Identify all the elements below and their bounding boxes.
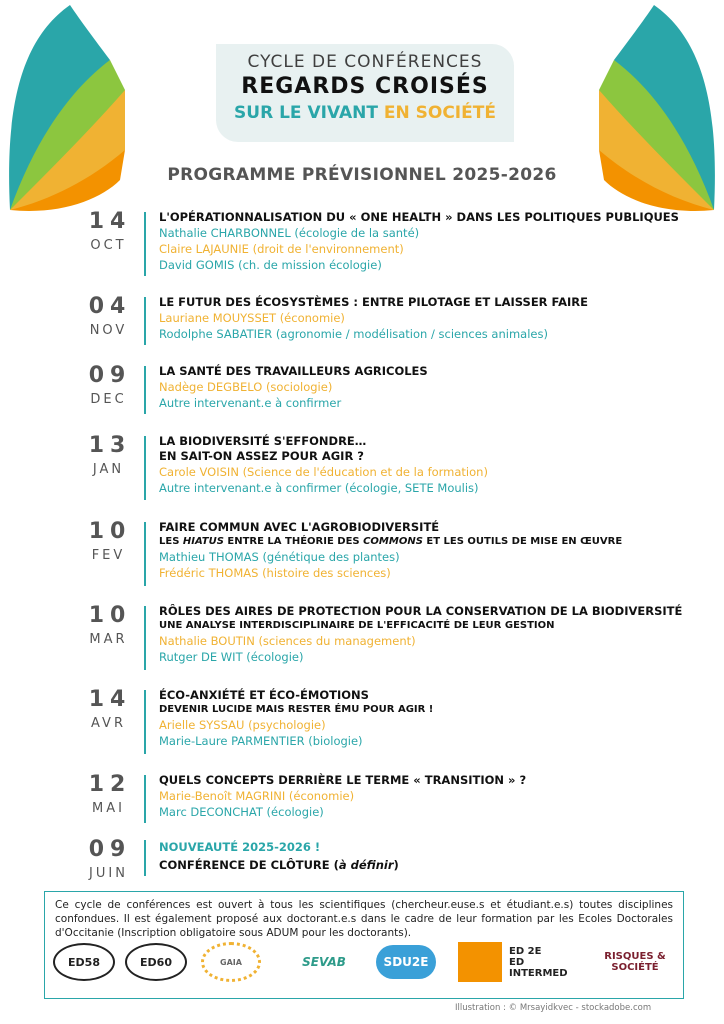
event-day: 10 xyxy=(88,519,132,544)
closing-conference xyxy=(159,858,719,873)
cycle-title-vivant: SUR LE VIVANT xyxy=(234,103,378,123)
speaker: David GOMIS (ch. de mission écologie) xyxy=(159,258,382,272)
speaker: Nathalie BOUTIN (sciences du management) xyxy=(159,634,416,648)
event-title: LE FUTUR DES ÉCOSYSTÈMES : ENTRE PILOTAGE ET LAISSER FAIRE xyxy=(159,295,588,309)
event-body xyxy=(159,295,719,342)
logo-intermed-text: ED INTERMED xyxy=(509,956,568,979)
logo-gaia xyxy=(201,942,261,982)
event-divider xyxy=(144,606,146,670)
event-month: OCT xyxy=(90,238,127,253)
event-date xyxy=(80,295,134,338)
event-title: FAIRE COMMUN AVEC L'AGROBIODIVERSITÉ xyxy=(159,520,440,534)
event-date xyxy=(80,434,134,477)
event-month: FEV xyxy=(91,548,126,563)
speaker: Marc DECONCHAT (écologie) xyxy=(159,805,324,819)
event-body xyxy=(159,688,719,749)
cycle-title-line1: CYCLE DE CONFÉRENCES xyxy=(247,52,483,72)
event-divider xyxy=(144,775,146,823)
event-day: 09 xyxy=(88,837,132,862)
closing-part: CONFÉRENCE DE CLÔTURE ( xyxy=(159,858,339,872)
logo-upvd xyxy=(455,942,505,982)
event-title: LA SANTÉ DES TRAVAILLEURS AGRICOLES xyxy=(159,364,428,378)
event-month: AVR xyxy=(91,716,126,731)
event-divider xyxy=(144,212,146,276)
logo-sevab: SEVAB xyxy=(302,955,346,969)
event-divider xyxy=(144,690,146,754)
event-month: NOV xyxy=(89,323,128,338)
logo-ed58 xyxy=(53,942,115,982)
speaker: Rutger DE WIT (écologie) xyxy=(159,650,304,664)
event-month: MAI xyxy=(92,801,125,816)
event-divider xyxy=(144,522,146,586)
event-divider xyxy=(144,366,146,414)
event-title-line2: EN SAIT-ON ASSEZ POUR AGIR ? xyxy=(159,449,364,463)
speaker: Frédéric THOMAS (histoire des sciences) xyxy=(159,566,391,580)
event-day: 04 xyxy=(88,294,132,319)
butterfly-wing-right-illustration xyxy=(594,0,724,220)
speaker: Nathalie CHARBONNEL (écologie de la santé) xyxy=(159,226,420,240)
speaker: Carole VOISIN (Science de l'éducation et de la formation) xyxy=(159,465,488,479)
event-body xyxy=(159,364,719,411)
event-body xyxy=(159,773,719,820)
event-day: 14 xyxy=(88,209,132,234)
event-title: RÔLES DES AIRES DE PROTECTION POUR LA CONSERVATION DE LA BIODIVERSITÉ xyxy=(159,604,683,618)
footer-text: Ce cycle de conférences est ouvert à tous les scientifiques (chercheur.euse.s et étudiant.e.s) toutes disciplines confondues. Il est également proposé aux doctorant.e.s dans le cadre de leur formation par les Ecoles Doctorales d'Occitanie (Inscription obligatoire sous ADUM pour les doctorants). xyxy=(55,899,673,939)
speaker: Marie-Benoît MAGRINI (économie) xyxy=(159,789,355,803)
cycle-title-box xyxy=(216,44,514,142)
event-month: MAR xyxy=(89,632,128,647)
event-divider xyxy=(144,297,146,345)
event-date xyxy=(80,688,134,731)
speaker: Rodolphe SABATIER (agronomie / modélisation / sciences animales) xyxy=(159,327,548,341)
speaker: Marie-Laure PARMENTIER (biologie) xyxy=(159,734,363,748)
speaker: Lauriane MOUYSSET (économie) xyxy=(159,311,345,325)
partner-logos xyxy=(53,942,673,988)
event-body xyxy=(159,604,719,665)
event-day: 10 xyxy=(88,603,132,628)
event-body xyxy=(159,210,719,273)
event-title: L'OPÉRATIONNALISATION DU « ONE HEALTH » DANS LES POLITIQUES PUBLIQUES xyxy=(159,210,679,224)
event-title: QUELS CONCEPTS DERRIÈRE LE TERME « TRANSITION » ? xyxy=(159,773,527,787)
speaker: Autre intervenant.e à confirmer (écologie, SETE Moulis) xyxy=(159,481,479,495)
logo-ed60-text: ED60 xyxy=(125,943,187,981)
illustration-credit: Illustration : © Mrsayidkvec - stockadobe.com xyxy=(455,1003,652,1013)
speaker: Mathieu THOMAS (génétique des plantes) xyxy=(159,550,400,564)
event-subtitle: UNE ANALYSE INTERDISCIPLINAIRE DE L'EFFICACITÉ DE LEUR GESTION xyxy=(159,620,555,631)
subtitle-italic: HIATUS xyxy=(182,536,224,547)
event-body xyxy=(159,520,719,581)
event-divider xyxy=(144,840,146,876)
subtitle-part: ET LES OUTILS DE MISE EN ŒUVRE xyxy=(422,536,623,547)
event-month: JAN xyxy=(92,462,125,477)
event-day: 14 xyxy=(88,687,132,712)
logo-ed60 xyxy=(125,942,187,982)
event-month: JUIN xyxy=(89,866,128,881)
logo-risques-societe: RISQUES & SOCIÉTÉ xyxy=(604,951,666,973)
logo-ed2e-text: ED 2E xyxy=(509,945,542,957)
logo-gaia-text: GAIA xyxy=(201,942,261,982)
cycle-title-line2: REGARDS CROISÉS xyxy=(241,74,489,99)
programme-title: PROGRAMME PRÉVISIONNEL 2025-2026 xyxy=(167,165,557,185)
closing-italic: à définir xyxy=(338,858,394,872)
event-title: LA BIODIVERSITÉ S'EFFONDRE… xyxy=(159,434,367,448)
event-body xyxy=(159,840,719,873)
event-title: NOUVEAUTÉ 2025-2026 ! xyxy=(159,840,321,854)
event-subtitle: DEVENIR LUCIDE MAIS RESTER ÉMU POUR AGIR ! xyxy=(159,704,434,715)
event-body xyxy=(159,434,719,496)
logo-sdu2e-text: SDU2E xyxy=(376,945,436,979)
logo-sdu2e xyxy=(375,942,437,982)
event-title: ÉCO-ANXIÉTÉ ET ÉCO-ÉMOTIONS xyxy=(159,688,369,702)
cycle-title-societe: EN SOCIÉTÉ xyxy=(383,103,496,123)
event-month: DEC xyxy=(90,392,127,407)
event-subtitle xyxy=(159,535,719,549)
event-date xyxy=(80,210,134,253)
speaker: Autre intervenant.e à confirmer xyxy=(159,396,342,410)
speaker: Nadège DEGBELO (sociologie) xyxy=(159,380,333,394)
event-day: 13 xyxy=(88,433,132,458)
footer-box xyxy=(44,891,684,999)
butterfly-wing-left-illustration xyxy=(0,0,130,220)
event-date xyxy=(80,773,134,816)
logo-ed2e-intermed xyxy=(509,942,581,982)
closing-part: ) xyxy=(393,858,399,872)
cycle-title-line3 xyxy=(216,103,514,123)
event-date xyxy=(80,838,134,881)
event-day: 12 xyxy=(88,772,132,797)
event-date xyxy=(80,604,134,647)
subtitle-part: ENTRE LA THÉORIE DES xyxy=(223,536,364,547)
subtitle-part: LES xyxy=(159,536,183,547)
logo-upvd-block xyxy=(458,942,502,982)
speaker: Arielle SYSSAU (psychologie) xyxy=(159,718,326,732)
event-divider xyxy=(144,436,146,500)
subtitle-italic: COMMONS xyxy=(363,536,423,547)
event-day: 09 xyxy=(88,363,132,388)
event-date xyxy=(80,520,134,563)
event-date xyxy=(80,364,134,407)
logo-ed58-text: ED58 xyxy=(53,943,115,981)
speaker: Claire LAJAUNIE (droit de l'environnement) xyxy=(159,242,404,256)
